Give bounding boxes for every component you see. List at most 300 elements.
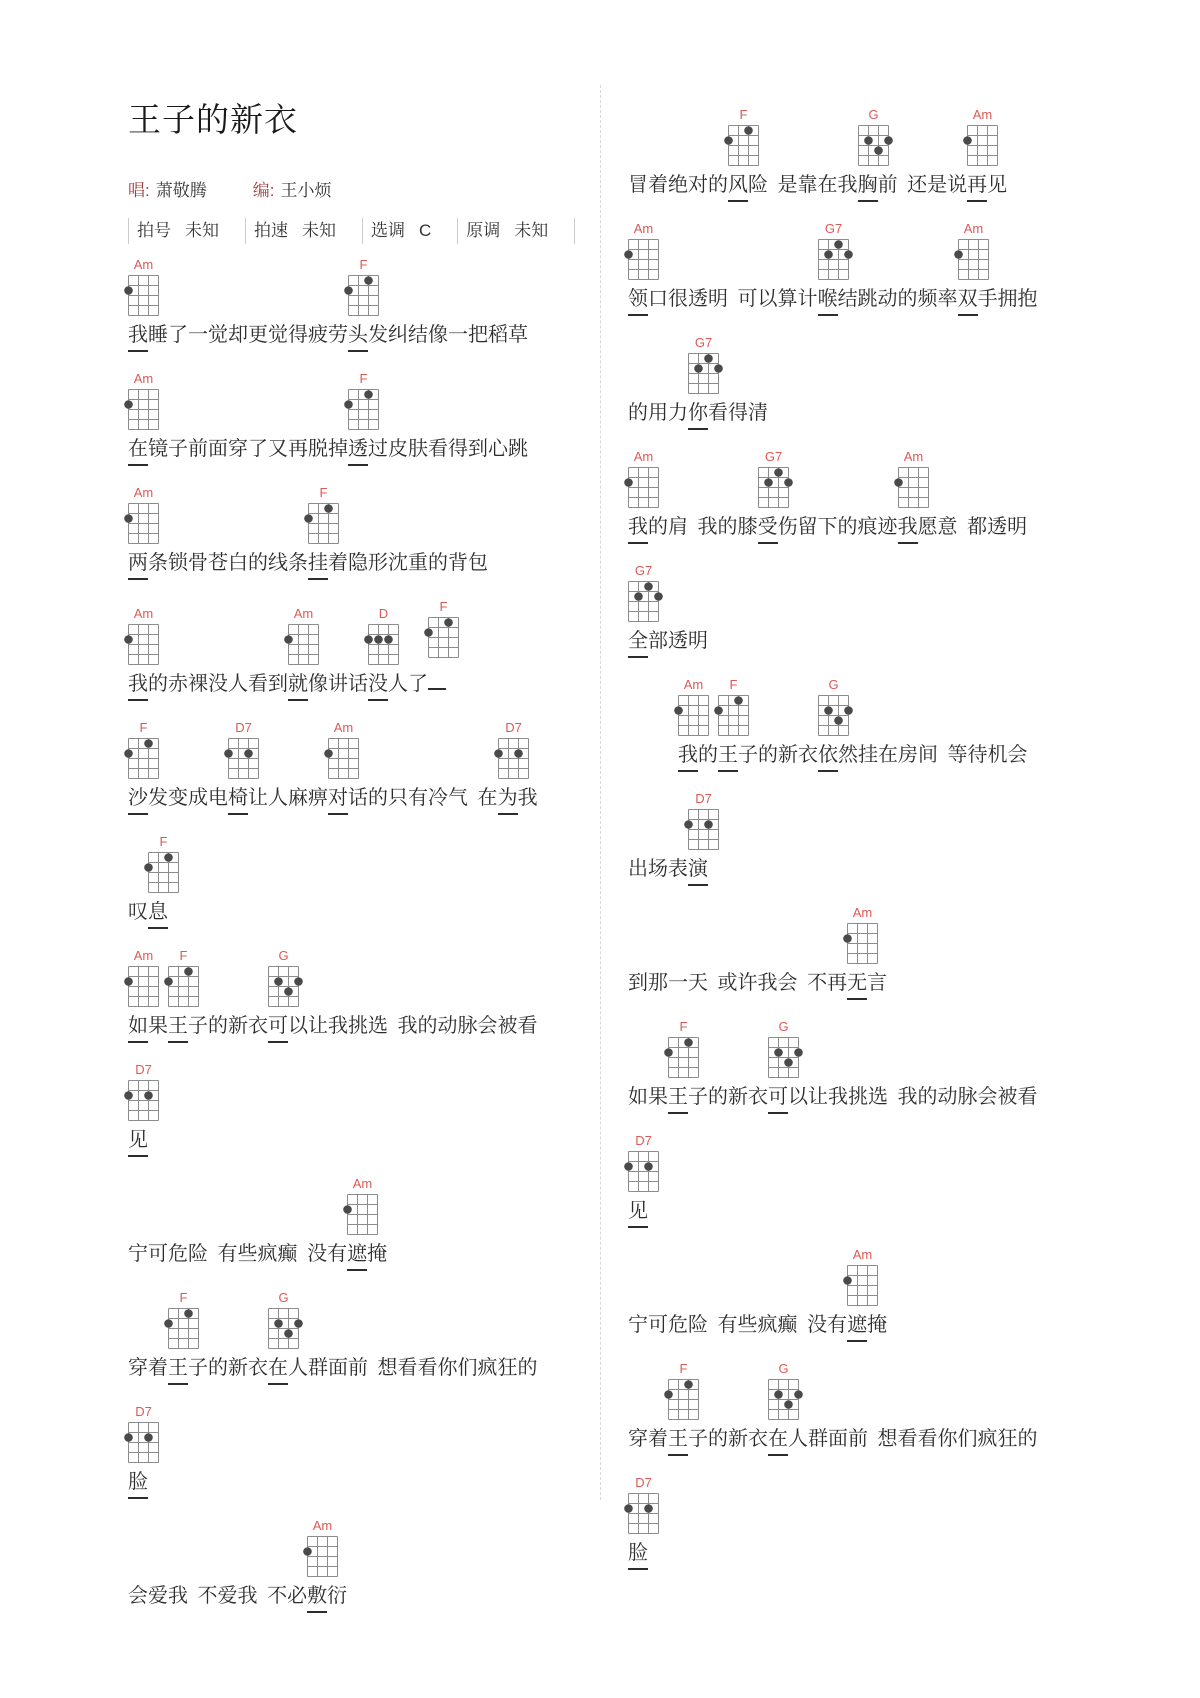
credit-label: 编: — [252, 181, 275, 200]
lyric-text — [128, 948, 600, 1043]
chord-anchor-syllable: 就 Am — [288, 671, 308, 701]
lyric-segment: 话的只有冷气 在 — [348, 787, 498, 809]
svg-text:Am: Am — [633, 449, 654, 464]
lyric-text — [128, 257, 600, 352]
chord-anchor-syllable: 王 F — [668, 1084, 688, 1114]
chord-diagram-Am — [840, 905, 886, 969]
meta-label: 原调 — [466, 221, 501, 240]
lyric-line — [128, 937, 600, 1043]
lyric-segment: 如果 — [628, 1086, 668, 1108]
lyric-text — [128, 834, 600, 929]
lyric-line — [628, 894, 1188, 1000]
chord-diagram-G — [761, 1361, 807, 1425]
chord-anchor-syllable: 没 D — [368, 671, 388, 701]
chord-anchor-syllable: 两 Am — [128, 550, 148, 580]
lyric-segment: 睡了一觉却更觉得疲劳 — [148, 324, 348, 346]
chord-diagram-svg — [711, 677, 757, 741]
meta-value: C — [419, 221, 432, 240]
lyric-segment: 愿意 都透明 — [917, 516, 1028, 538]
chord-diagram-svg — [491, 720, 537, 784]
svg-text:D7: D7 — [135, 1404, 152, 1419]
svg-text:Am: Am — [133, 485, 154, 500]
svg-text:D7: D7 — [235, 720, 252, 735]
chord-anchor-syllable: 受 G7 — [758, 514, 778, 544]
lyric-segment: 宁可危险 有些疯癫 没有 — [628, 1314, 848, 1336]
chord-anchor-syllable: 风 F — [728, 172, 748, 202]
meta-value: 未知 — [302, 221, 336, 240]
svg-text:F: F — [159, 834, 168, 849]
lyric-text — [628, 107, 1188, 202]
chord-anchor-syllable: 无 Am — [847, 970, 867, 1000]
lyric-text — [628, 905, 1188, 1000]
meta-value: 未知 — [514, 221, 549, 240]
lyric-segment: 到那一天 或许我会 不再 — [628, 972, 848, 994]
lyric-line — [128, 474, 600, 580]
lyric-segment: 人群面前 想看看你们疯狂的 — [288, 1357, 538, 1379]
chord-diagram-Am — [621, 221, 667, 285]
chord-diagram-svg — [681, 335, 727, 399]
right-column — [628, 0, 1188, 1578]
svg-text:G7: G7 — [694, 335, 713, 350]
lyric-segment: 让人麻痹 — [248, 787, 328, 809]
chord-anchor-syllable: 我 Am — [898, 514, 918, 544]
chord-diagram-D — [361, 606, 407, 670]
lyric-line — [628, 96, 1188, 202]
chord-anchor-syllable: 在 Am — [128, 436, 148, 466]
svg-text:G7: G7 — [824, 221, 842, 236]
chord-anchor-syllable: 我 Am — [128, 671, 148, 701]
svg-text:D7: D7 — [504, 720, 522, 735]
chord-anchor-syllable: 胸 G — [858, 172, 878, 202]
lyric-segment: 人群面前 想看看你们疯狂的 — [788, 1428, 1038, 1450]
chord-diagram-svg — [751, 449, 797, 513]
chord-diagram-F — [121, 720, 167, 784]
lyric-line — [628, 1236, 1188, 1342]
chord-diagram-svg — [341, 257, 387, 321]
svg-text:F: F — [179, 1290, 188, 1305]
chord-anchor-syllable: 王 F — [168, 1355, 188, 1385]
svg-text:Am: Am — [352, 1176, 373, 1191]
lyric-segment: 叹 — [128, 901, 148, 923]
chord-diagram-G — [851, 107, 897, 171]
lyric-segment: 穿着 — [128, 1357, 168, 1379]
lyric-line — [128, 709, 600, 815]
chord-diagram-Am — [121, 485, 167, 549]
lyric-text — [128, 720, 600, 815]
meta-item — [245, 218, 362, 244]
chord-anchor-syllable: 在 G — [268, 1355, 288, 1385]
chord-diagram-svg — [661, 1361, 707, 1425]
lyric-line — [128, 360, 600, 466]
chord-diagram-svg — [161, 948, 207, 1012]
chord-anchor-syllable: 见 D7 — [128, 1127, 148, 1157]
chord-anchor-syllable: 遮 Am — [847, 1312, 867, 1342]
lyric-segment: 手拥抱 — [977, 288, 1038, 310]
lyric-segment: 口很透明 可以算计 — [648, 288, 818, 310]
credits — [128, 176, 600, 198]
chord-anchor-syllable: 对 Am — [328, 785, 348, 815]
chord-diagram-G7 — [681, 335, 727, 399]
svg-text:F: F — [439, 599, 448, 614]
chord-anchor-syllable: 息 F — [148, 899, 168, 929]
lyric-line — [128, 588, 600, 701]
chord-diagram-F — [711, 677, 757, 741]
chord-anchor-syllable: 你 G7 — [688, 400, 708, 430]
chord-diagram-svg — [301, 485, 347, 549]
credit-name: 萧敬腾 — [155, 181, 207, 200]
svg-text:F: F — [319, 485, 328, 500]
credit-label: 唱: — [128, 181, 150, 200]
chord-anchor-syllable: 依 G — [818, 742, 838, 772]
chord-diagram-svg — [951, 221, 997, 285]
svg-text:G: G — [828, 677, 839, 692]
lyric-segment: 像讲话 — [308, 673, 368, 695]
svg-text:F: F — [729, 677, 738, 692]
lyric-text — [628, 1133, 1188, 1228]
lyric-segment: 的赤裸没人看到 — [148, 673, 288, 695]
svg-text:Am: Am — [852, 905, 873, 920]
chord-anchor-syllable: 脸 D7 — [128, 1469, 148, 1499]
meta-value: 未知 — [185, 221, 219, 240]
svg-text:F: F — [679, 1361, 688, 1376]
song-title: 王子的新衣 — [128, 101, 298, 138]
chord-diagram-D7 — [621, 1133, 667, 1197]
chord-diagram-G — [261, 1290, 307, 1354]
meta-label: 拍速 — [254, 221, 288, 240]
lyric-line — [128, 1507, 600, 1613]
lyric-text — [628, 1475, 1188, 1570]
chord-diagram-Am — [121, 606, 167, 670]
meta-item — [457, 218, 575, 244]
svg-text:G: G — [868, 107, 879, 122]
lyric-text — [628, 449, 1188, 544]
lyric-segment: 出场表 — [628, 858, 688, 880]
svg-text:Am: Am — [333, 720, 354, 735]
credit — [128, 181, 207, 200]
chord-anchor-syllable: 挂 F — [308, 550, 328, 580]
lyric-segment: 以让我挑选 我的动脉会被看 — [788, 1086, 1038, 1108]
svg-text:D7: D7 — [695, 791, 712, 806]
lyric-text — [628, 335, 1188, 430]
lyric-segment: 子的新衣 — [688, 1428, 768, 1450]
lyric-line — [128, 823, 600, 929]
svg-text:F: F — [359, 257, 368, 272]
lyric-text — [628, 791, 1188, 886]
lyric-segment: 的肩 我的膝 — [648, 516, 758, 538]
chord-diagram-svg — [621, 221, 667, 285]
svg-text:Am: Am — [963, 221, 983, 236]
lyric-line — [128, 1393, 600, 1499]
chord-anchor-syllable: 脸 D7 — [628, 1540, 648, 1570]
svg-text:G: G — [278, 1290, 289, 1305]
svg-text:G: G — [778, 1361, 789, 1376]
chord-diagram-svg — [121, 1062, 167, 1126]
lyric-segment: 发变成电 — [148, 787, 228, 809]
chord-diagram-G7 — [621, 563, 667, 627]
svg-text:Am: Am — [133, 948, 154, 963]
lyric-segment: 险 是靠在我 — [748, 174, 858, 196]
lyric-text — [628, 1019, 1188, 1114]
chord-diagram-svg — [761, 1019, 807, 1083]
chord-diagram-svg — [121, 257, 167, 321]
lyric-segment: 子的新衣 — [688, 1086, 768, 1108]
svg-text:Am: Am — [312, 1518, 333, 1533]
lyric-text — [128, 599, 600, 701]
chord-anchor-syllable: 在 G — [768, 1426, 788, 1456]
svg-text:Am: Am — [683, 677, 704, 692]
chord-diagram-F — [721, 107, 767, 171]
lyric-line — [128, 246, 600, 352]
lyric-segment: 镜子前面穿了又再脱掉 — [148, 438, 348, 460]
chord-diagram-G — [261, 948, 307, 1012]
chord-diagram-svg — [361, 606, 407, 670]
credit-name: 王小烦 — [280, 181, 332, 200]
chord-diagram-D7 — [221, 720, 267, 784]
chord-diagram-svg — [851, 107, 897, 171]
svg-text:Am: Am — [133, 606, 154, 621]
lyric-segment: 掩 — [867, 1314, 888, 1336]
svg-text:D7: D7 — [135, 1062, 152, 1077]
chord-anchor-syllable: 头 F — [348, 322, 368, 352]
svg-text:D7: D7 — [635, 1133, 652, 1148]
lyric-line — [628, 1008, 1188, 1114]
lyric-line — [628, 324, 1188, 430]
lyric-line — [628, 552, 1188, 658]
chord-diagram-svg — [121, 720, 167, 784]
meta-item — [128, 218, 245, 244]
chord-diagram-svg — [761, 1361, 807, 1425]
chord-diagram-svg — [341, 371, 387, 435]
chord-diagram-F — [421, 599, 467, 663]
lyric-segment: 我 — [517, 787, 538, 809]
chord-anchor-syllable: 如 Am — [128, 1013, 148, 1043]
chord-diagram-Am — [321, 720, 367, 784]
chord-diagram-Am — [281, 606, 327, 670]
svg-text:Am: Am — [852, 1247, 873, 1262]
chord-anchor-syllable: 双 Am — [958, 286, 978, 316]
chord-diagram-D7 — [121, 1404, 167, 1468]
chord-diagram-Am — [960, 107, 1006, 171]
chord-diagram-svg — [221, 720, 267, 784]
chord-anchor-syllable: 我 Am — [628, 514, 648, 544]
meta-item — [362, 218, 457, 244]
lyric-segment: 掩 — [367, 1243, 388, 1265]
chord-diagram-svg — [840, 1247, 886, 1311]
lyric-segment: 结跳动的频率 — [837, 288, 958, 310]
chord-diagram-svg — [840, 905, 886, 969]
chord-anchor-syllable: 遮 Am — [347, 1241, 367, 1271]
chord-anchor-syllable — [428, 599, 448, 690]
lyric-segment: 着隐形沈重的背包 — [328, 552, 488, 574]
chord-diagram-Am — [300, 1518, 346, 1582]
lyric-segment: 的用力 — [628, 402, 688, 424]
chord-diagram-D7 — [621, 1475, 667, 1539]
svg-text:D: D — [378, 606, 389, 621]
chord-diagram-F — [161, 948, 207, 1012]
chord-diagram-D7 — [121, 1062, 167, 1126]
lyric-text — [678, 677, 1188, 772]
svg-text:G7: G7 — [764, 449, 782, 464]
chord-anchor-syllable: 敷 Am — [307, 1583, 327, 1613]
chord-diagram-Am — [891, 449, 937, 513]
chord-diagram-G — [811, 677, 857, 741]
lyric-segment: 子的新衣 — [738, 744, 818, 766]
chord-diagram-svg — [121, 485, 167, 549]
chord-diagram-G — [761, 1019, 807, 1083]
chord-diagram-svg — [621, 1475, 667, 1539]
svg-text:F: F — [139, 720, 148, 735]
svg-text:D7: D7 — [635, 1475, 652, 1490]
chord-diagram-svg — [621, 1133, 667, 1197]
chord-diagram-D7 — [681, 791, 727, 855]
chord-diagram-Am — [340, 1176, 386, 1240]
chord-anchor-syllable: 王 F — [668, 1426, 688, 1456]
lyric-segment: 言 — [867, 972, 888, 994]
chord-diagram-svg — [121, 371, 167, 435]
chord-anchor-syllable: 椅 D7 — [228, 785, 248, 815]
lyric-segment: 会爱我 不爱我 不必 — [128, 1585, 308, 1607]
chord-diagram-D7 — [491, 720, 537, 784]
chord-diagram-svg — [141, 834, 187, 898]
chord-anchor-syllable: 我 Am — [678, 742, 698, 772]
lyric-line — [128, 1279, 600, 1385]
lyric-segment: 见 — [987, 174, 1008, 196]
column-divider — [600, 85, 601, 1500]
lyric-text — [128, 1290, 600, 1385]
chord-diagram-F — [301, 485, 347, 549]
chord-anchor-syllable: 可 G — [268, 1013, 288, 1043]
lyric-text — [128, 1404, 600, 1499]
left-lines — [128, 246, 600, 1613]
lyric-line — [128, 1165, 600, 1271]
chord-diagram-svg — [121, 606, 167, 670]
chord-diagram-svg — [261, 948, 307, 1012]
chord-anchor-syllable: 透 F — [348, 436, 368, 466]
right-lines — [628, 96, 1188, 1570]
lyric-segment: 的 — [698, 744, 718, 766]
lyric-line — [678, 666, 1188, 772]
chord-anchor-syllable: 喉 G7 — [818, 286, 838, 316]
chord-diagram-F — [161, 1290, 207, 1354]
credit — [253, 181, 332, 200]
chord-diagram-svg — [621, 563, 667, 627]
chord-anchor-syllable: 全 G7 — [628, 628, 648, 658]
chord-anchor-syllable: 沙 F — [128, 785, 148, 815]
svg-text:F: F — [359, 371, 368, 386]
svg-text:Am: Am — [633, 221, 654, 236]
chord-diagram-svg — [321, 720, 367, 784]
chord-diagram-Am — [951, 221, 997, 285]
lyric-text — [128, 1518, 600, 1613]
chord-diagram-G7 — [811, 221, 857, 285]
meta-bar — [128, 216, 600, 246]
svg-text:G7: G7 — [634, 563, 653, 578]
chord-anchor-syllable: 为 D7 — [498, 785, 518, 815]
lyric-text — [628, 1247, 1188, 1342]
chord-diagram-svg — [161, 1290, 207, 1354]
lyric-text — [628, 1361, 1188, 1456]
svg-text:F: F — [679, 1019, 688, 1034]
chord-diagram-svg — [121, 1404, 167, 1468]
svg-text:Am: Am — [133, 371, 154, 386]
lyric-text — [128, 371, 600, 466]
lyric-text — [628, 563, 1188, 658]
lyric-segment: 宁可危险 有些疯癫 没有 — [128, 1243, 348, 1265]
chord-anchor-syllable: 可 G — [768, 1084, 788, 1114]
svg-text:F: F — [179, 948, 188, 963]
lyric-text — [128, 1062, 600, 1157]
chord-diagram-svg — [340, 1176, 386, 1240]
svg-text:G: G — [778, 1019, 789, 1034]
svg-text:F: F — [739, 107, 748, 122]
lyric-segment: 人了 — [388, 673, 428, 695]
chord-diagram-svg — [281, 606, 327, 670]
chord-diagram-Am — [121, 371, 167, 435]
chord-diagram-F — [661, 1019, 707, 1083]
svg-text:G: G — [278, 948, 289, 963]
lyric-segment: 冒着绝对的 — [628, 174, 728, 196]
lyric-segment: 穿着 — [628, 1428, 668, 1450]
lyric-text — [128, 485, 600, 580]
meta-label: 拍号 — [137, 221, 171, 240]
lyric-line — [628, 780, 1188, 886]
chord-diagram-svg — [421, 599, 467, 663]
chord-anchor-syllable: 我 Am — [128, 322, 148, 352]
lyric-segment: 以让我挑选 我的动脉会被看 — [288, 1015, 538, 1037]
svg-text:Am: Am — [133, 257, 154, 272]
chord-diagram-Am — [840, 1247, 886, 1311]
chord-diagram-svg — [681, 791, 727, 855]
lyric-segment: 过皮肤看得到心跳 — [368, 438, 528, 460]
chord-anchor-syllable: 见 D7 — [628, 1198, 648, 1228]
svg-text:Am: Am — [293, 606, 314, 621]
lyric-segment: 果 — [148, 1015, 168, 1037]
chord-anchor-syllable: 领 Am — [628, 286, 648, 316]
chord-diagram-G7 — [751, 449, 797, 513]
lyric-line — [628, 1350, 1188, 1456]
lyric-segment: 子的新衣 — [188, 1015, 268, 1037]
chord-anchor-syllable: 再 Am — [967, 172, 987, 202]
chord-diagram-Am — [121, 257, 167, 321]
chord-diagram-F — [341, 257, 387, 321]
lyric-segment: 伤留下的痕迹 — [777, 516, 898, 538]
lyric-text — [628, 221, 1188, 316]
svg-text:Am: Am — [903, 449, 923, 464]
chord-diagram-svg — [891, 449, 937, 513]
lyric-line — [628, 438, 1188, 544]
lyric-segment: 发纠结像一把稻草 — [368, 324, 528, 346]
lyric-segment: 看得清 — [708, 402, 768, 424]
chord-diagram-svg — [721, 107, 767, 171]
lyric-segment: 然挂在房间 等待机会 — [838, 744, 1028, 766]
left-column — [128, 100, 600, 1621]
svg-text:Am: Am — [972, 107, 993, 122]
lyric-line — [128, 1051, 600, 1157]
chord-anchor-syllable: 王 F — [718, 742, 738, 772]
chord-diagram-svg — [261, 1290, 307, 1354]
lyric-segment: 子的新衣 — [188, 1357, 268, 1379]
chord-diagram-svg — [661, 1019, 707, 1083]
lyric-text — [128, 1176, 600, 1271]
chord-anchor-syllable: 王 F — [168, 1013, 188, 1043]
chord-diagram-svg — [811, 677, 857, 741]
chord-diagram-svg — [960, 107, 1006, 171]
chord-diagram-Am — [621, 449, 667, 513]
chord-diagram-F — [661, 1361, 707, 1425]
chord-diagram-svg — [300, 1518, 346, 1582]
chord-diagram-svg — [811, 221, 857, 285]
meta-label: 选调 — [371, 221, 405, 240]
